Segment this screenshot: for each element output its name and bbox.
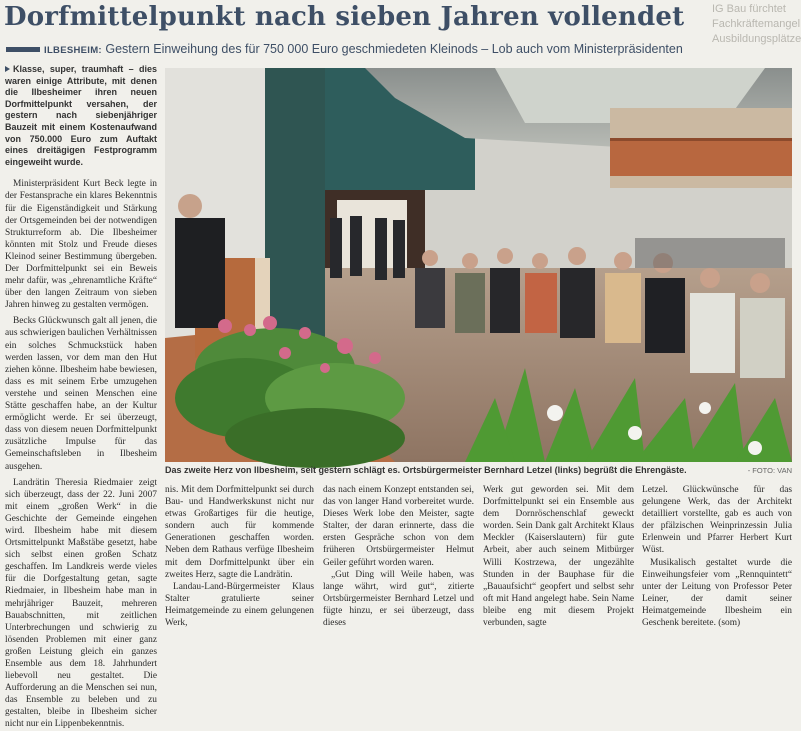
photo-illustration: [165, 68, 792, 462]
body-paragraph: Becks Glückwunsch galt all jenen, die aus schwierigen baulichen Verhältnissen ein solches Schmuckstück haben werden lassen, vor dem man den Hut ziehen könne. Ilbesheim habe bewiesen, dass es mit seinem Erbe umzugehen verstehe und seinen Menschen eine Stätte geschaffen habe, an der Kultur ermöglicht werde. Er sei überzeugt, dass von diesem neuen Dorfmittelpunkt zusätzliche Impulse für das Gemeinschaftsleben in Ilbesheim ausgehen.: [5, 316, 157, 472]
bleed-through-line: IG Bau fürchtet: [712, 3, 786, 15]
body-paragraph: „Gut Ding will Weile haben, was lange währt, wird gut“, zitierte Ortsbürgermeister Bernhard Letzel und fügte hinzu, er sei überzeugt, dass dieses: [323, 569, 474, 629]
body-column-1: [165, 484, 314, 629]
body-paragraph: Musikalisch gestaltet wurde die Einweihungsfeier vom „Rennquintett“ unter der Leitung von Professor Peter Leiner, der damit seiner Heimatgemeinde Ilbesheim ein Geschenk bereitete. (som): [642, 557, 792, 629]
body-paragraph: das nach einem Konzept entstanden sei, das von langer Hand vorbereitet wurde. Dieses Werk lobe den Meister, sagte Stalter, der daran erinnerte, dass die ersten Gespräche schon von dem früheren Ortsbürgermeister Helmut Geiler geführt worden waren.: [323, 485, 474, 568]
article-photo: [165, 68, 792, 462]
left-column: [5, 64, 157, 730]
lead-text: Klasse, super, traumhaft – dies waren einige Attribute, mit denen die Ilbesheimer ihren neuen Dorfmittelpunkt versahen, der gestern nach siebenjähriger Bauzeit mit einem Kostenaufwand von 750.000 Euro zum Auftakt eines dreitägigen Festprogramm eingeweiht wurde.: [5, 64, 157, 167]
photo-credit: - FOTO: VAN: [747, 466, 792, 475]
body-paragraph: Werk gut geworden sei. Mit dem Dorfmittelpunkt sei ein Ensemble aus dem Dornröschenschlaf geweckt worden. Sein Dank galt Architekt Klaus Meckler (Kaiserslautern) für gute Arbeit, aber auch seinem Mitbürger Willi Kostrzewa, der ungezählte Stunden in der Bauphase für die „Bauaufsicht“ geopfert und selbst sehr oft mit Hand angelegt habe. Sein Name bleibe eng mit diesem Projekt verbunden, sagte: [483, 485, 634, 629]
headline: Dorfmittelpunkt nach sieben Jahren vollendet: [4, 2, 685, 32]
body-paragraph: Ministerpräsident Kurt Beck legte in der Festansprache ein klares Bekenntnis für die Eigenständigkeit und Stärkung der Ortsgemeinden bei der notwendigen Strukturreform ab. Die Ilbesheimer könnten mit Stolz und Freude dieses Kleinod seiner Bestimmung übergeben. Der Dorfmittelpunkt sei ein Beweis mehr dafür, was „ehrenamtliche Kräfte“ über den langen Zeitraum von sieben Jahren hinweg zu gestalten vermögen.: [5, 179, 157, 311]
body-paragraph: Landau-Land-Bürgermeister Klaus Stalter gratulierte seiner Heimatgemeinde zu einem gelungenen Werk,: [165, 581, 314, 629]
photo-caption: [165, 464, 792, 478]
subheadline: [6, 42, 766, 58]
body-paragraph: Landrätin Theresia Riedmaier zeigt sich überzeugt, dass der 22. Juni 2007 mit einem „großen Werk“ in die Geschichte der Gemeinde eingehen wird. Ilbesheim habe mit diesem Ortsmittelpunkt Maßstäbe gesetzt, habe sich selbst einen großen Schatz geschaffen. Im Landkreis werde vieles für die Dorfgestaltung getan, sagte Riedmaier, in Ilbesheim habe man in mehrjähriger Bauzeit, mehreren Bauabschnitten, mit zeitlichen Unterbrechungen und schwierig zu lösenden Problemen mit einer ganz großen Leistung gleich ein ganzes Ensemble aus dem 18. Jahrhundert liebevoll neu gestaltet. Die Aufforderung an die Menschen sei nun, das Ensemble zu beleben und zu gestalten, bleibe in Ilbesheim sicher nicht nur ein Lippenbekenntnis.: [5, 477, 157, 730]
body-column-4: [642, 484, 792, 629]
dateline-location: ILBESHEIM:: [44, 45, 102, 56]
accent-bar: [6, 47, 40, 52]
lead-paragraph: [5, 64, 157, 168]
bleed-through-line: Fachkräftemangel: [712, 18, 801, 30]
bullet-triangle-icon: [5, 66, 10, 72]
body-column-3: [483, 484, 634, 629]
caption-text: Das zweite Herz von Ilbesheim, seit gestern schlägt es. Ortsbürgermeister Bernhard Letzel (links) begrüßt die Ehrengäste.: [165, 465, 687, 475]
body-column-2: [323, 484, 474, 629]
subheadline-text: Gestern Einweihung des für 750 000 Euro geschmiedeten Kleinods – Lob auch vom Ministerpräsidenten: [105, 42, 683, 56]
bleed-through-line: Ausbildungsplätze: [712, 33, 801, 45]
body-paragraph: nis. Mit dem Dorfmittelpunkt sei durch Bau- und Handwerkskunst nicht nur etwas Großartiges für die heutige, sondern auch für kommende Generationen geschaffen worden. Neben dem Rathaus verfüge Ilbesheim mit dem Dorfmittelpunkt über ein zweites Herz, sagte die Landrätin.: [165, 485, 314, 580]
body-paragraph: Letzel. Glückwünsche für das gelungene Werk, das der Architekt detailliert vorstellte, gab es auch von der pfälzischen Weinprinzessin Julia Erlenwein und Pfarrer Herbert Kurt Wüst.: [642, 485, 792, 556]
